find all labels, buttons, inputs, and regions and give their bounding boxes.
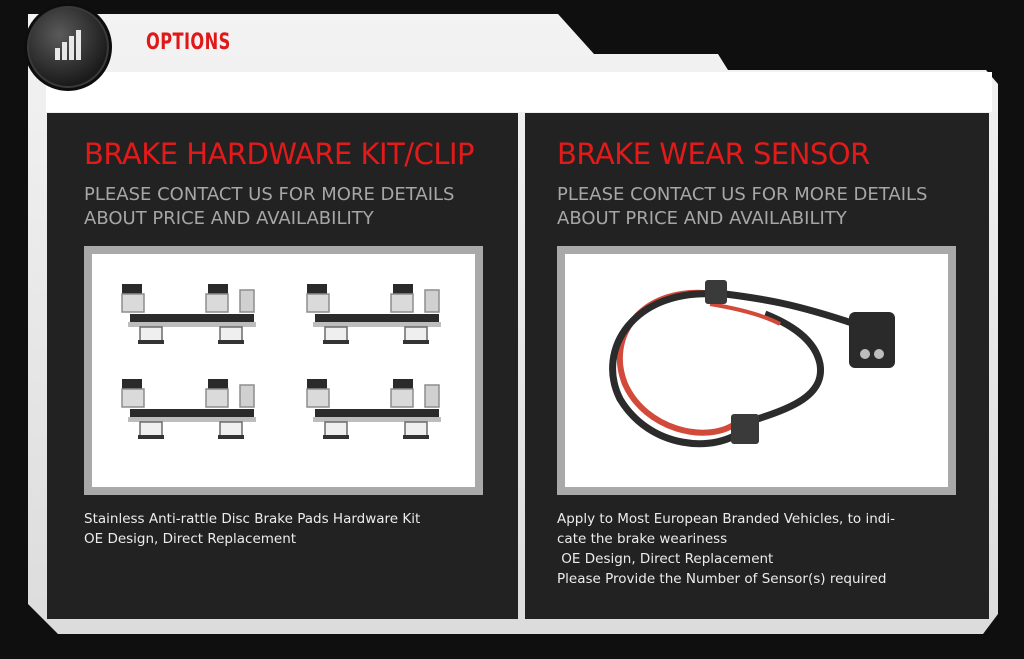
product-image-frame	[557, 246, 956, 495]
product-description	[557, 509, 937, 589]
description-line: OE Design, Direct Replacement	[84, 531, 297, 547]
product-heading: BRAKE WEAR SENSOR	[557, 137, 870, 171]
section-title: OPTIONS	[146, 30, 231, 55]
brake-hardware-clips-image	[92, 254, 475, 487]
description-line: Apply to Most European Branded Vehicles, to indi-	[557, 511, 895, 527]
frame-inner-strip	[46, 72, 992, 112]
product-panel-wear-sensor	[525, 113, 989, 619]
product-subheading	[557, 183, 927, 231]
product-heading: BRAKE HARDWARE KIT/CLIP	[84, 137, 475, 171]
subheading-line: PLEASE CONTACT US FOR MORE DETAILS	[84, 184, 455, 205]
subheading-line: PLEASE CONTACT US FOR MORE DETAILS	[557, 184, 928, 205]
product-panel-hardware-kit	[47, 113, 518, 619]
bar-chart-icon	[53, 28, 87, 62]
description-line: cate the brake weariness	[557, 531, 728, 547]
description-line: Stainless Anti-rattle Disc Brake Pads Hardware Kit	[84, 511, 421, 527]
product-description	[84, 509, 464, 549]
brake-wear-sensor-image	[565, 254, 948, 487]
section-badge	[24, 3, 112, 91]
product-subheading	[84, 183, 454, 231]
description-line: Please Provide the Number of Sensor(s) required	[557, 571, 887, 587]
subheading-line: ABOUT PRICE AND AVAILABILITY	[84, 208, 374, 229]
product-image-frame	[84, 246, 483, 495]
description-line: OE Design, Direct Replacement	[557, 551, 774, 567]
subheading-line: ABOUT PRICE AND AVAILABILITY	[557, 208, 847, 229]
